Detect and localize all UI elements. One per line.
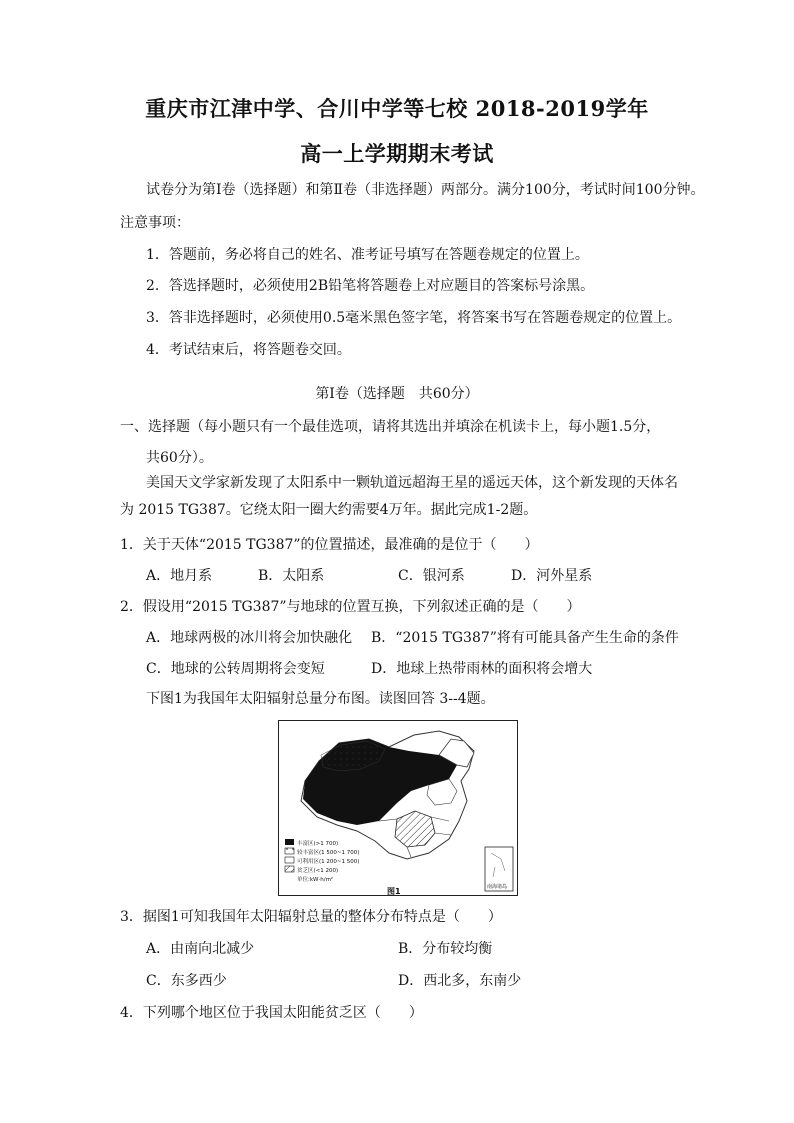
legend-unit: 单位:kW·h/m² xyxy=(297,877,334,883)
inset-label: 南海诸岛 xyxy=(487,884,508,890)
exam-title-line1: 重庆市江津中学、合川中学等七校 2018-2019学年 xyxy=(145,96,649,121)
option-b: B．太阳系 xyxy=(258,568,325,584)
exam-title-line2: 高一上学期期末考试 xyxy=(300,141,494,166)
legend-fairly-rich: 较丰富区(1 500~1 700) xyxy=(297,850,360,856)
option-b: B．分布较均衡 xyxy=(398,941,493,957)
question-stem: 3．据图1可知我国年太阳辐射总量的整体分布特点是（ ） xyxy=(120,909,502,925)
legend-poor: 贫乏区(<1 200) xyxy=(297,868,339,874)
notice-item: 2．答选择题时，必须使用2B铅笔将答题卷上对应题目的答案标号涂黑。 xyxy=(146,278,595,294)
figure-caption: 图1 xyxy=(387,887,401,896)
intro-text: 试卷分为第Ⅰ卷（选择题）和第Ⅱ卷（非选择题）两部分。满分100分，考试时间100分钟。 xyxy=(146,182,705,198)
notice-item: 3．答非选择题时，必须使用0.5毫米黑色签字笔，将答案书写在答题卷规定的位置上。 xyxy=(146,310,682,326)
notice-item: 1．答题前，务必将自己的姓名、准考证号填写在答题卷规定的位置上。 xyxy=(146,247,589,263)
section-instruction-cont: 共60分）。 xyxy=(146,450,213,466)
passage-text: 美国天文学家新发现了太阳系中一颗轨道远超海王星的遥远天体，这个新发现的天体名 xyxy=(146,475,678,491)
option-d: D．西北多，东南少 xyxy=(398,973,522,989)
notice-heading: 注意事项： xyxy=(120,215,190,231)
figure-intro-text: 下图1为我国年太阳辐射总量分布图。读图回答 3--4题。 xyxy=(146,691,495,707)
option-a: A．由南向北减少 xyxy=(146,941,255,957)
passage-text: 为 2015 TG387。它绕太阳一圈大约需要4万年。据此完成1-2题。 xyxy=(120,502,538,518)
option-a: A．地球两极的冰川将会加快融化 xyxy=(146,630,353,646)
option-a: A．地月系 xyxy=(146,568,213,584)
question-stem: 2．假设用“2015 TG387”与地球的位置互换，下列叙述正确的是（ ） xyxy=(120,599,581,615)
solar-radiation-map xyxy=(278,720,518,896)
option-d: D．河外星系 xyxy=(511,568,593,584)
legend-usable: 可利用区(1 200~1 500) xyxy=(297,859,360,865)
option-d: D．地球上热带雨林的面积将会增大 xyxy=(371,661,593,677)
question-stem: 1．关于天体“2015 TG387”的位置描述，最准确的是位于（ ） xyxy=(120,537,539,553)
question-stem: 4．下列哪个地区位于我国太阳能贫乏区（ ） xyxy=(120,1005,423,1021)
section-title: 第Ⅰ卷（选择题 共60分） xyxy=(315,386,479,402)
option-c: C．银河系 xyxy=(398,568,465,584)
section-instruction: 一、选择题（每小题只有一个最佳选项，请将其选出并填涂在机读卡上，每小题1.5分， xyxy=(120,419,661,435)
option-c: C．地球的公转周期将会变短 xyxy=(146,661,325,677)
option-b: B．“2015 TG387”将有可能具备产生生命的条件 xyxy=(371,630,679,646)
legend-rich: 丰富区(>1 700) xyxy=(297,841,339,847)
option-c: C．东多西少 xyxy=(146,973,227,989)
notice-item: 4．考试结束后，将答题卷交回。 xyxy=(146,342,351,358)
